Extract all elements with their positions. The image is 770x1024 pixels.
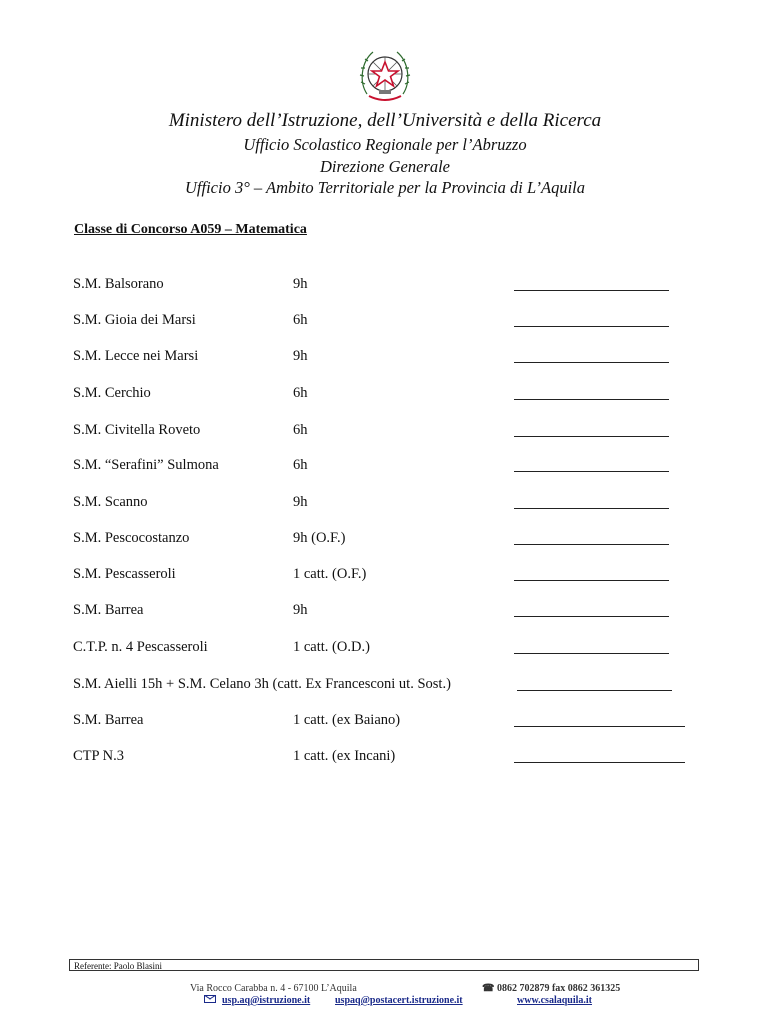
table-row bbox=[0, 385, 770, 405]
school-name: CTP N.3 bbox=[73, 748, 125, 764]
hours: 9h bbox=[293, 602, 308, 618]
hours: 1 catt. (O.D.) bbox=[293, 639, 370, 655]
italian-republic-emblem-icon bbox=[357, 44, 413, 108]
hours: 6h bbox=[293, 385, 308, 401]
hours: 6h bbox=[293, 457, 308, 473]
signature-line bbox=[514, 762, 685, 763]
school-name: C.T.P. n. 4 Pescasseroli bbox=[73, 639, 208, 655]
school-name: S.M. Barrea bbox=[73, 712, 144, 728]
table-row bbox=[0, 422, 770, 442]
hours: 6h bbox=[293, 422, 308, 438]
hours: 1 catt. (ex Incani) bbox=[293, 748, 396, 764]
school-name: S.M. Aielli 15h + S.M. Celano 3h (catt. Ex Francesconi ut. Sost.) bbox=[73, 676, 451, 692]
mail-icon bbox=[204, 995, 216, 1003]
ministry-title: Ministero dell’Istruzione, dell’Università e della Ricerca bbox=[168, 110, 602, 131]
school-name: S.M. Cerchio bbox=[73, 385, 151, 401]
signature-line bbox=[514, 616, 669, 617]
signature-line bbox=[517, 690, 672, 691]
school-name: S.M. Barrea bbox=[73, 602, 144, 618]
table-row bbox=[0, 312, 770, 332]
table-row bbox=[0, 494, 770, 514]
table-row bbox=[0, 712, 770, 732]
signature-line bbox=[514, 362, 669, 363]
signature-line bbox=[514, 399, 669, 400]
table-row bbox=[0, 602, 770, 622]
hours: 9h (O.F.) bbox=[293, 530, 346, 546]
phone-icon: ☎ bbox=[482, 983, 495, 994]
hours: 1 catt. (O.F.) bbox=[293, 566, 367, 582]
school-name: S.M. Pescasseroli bbox=[73, 566, 176, 582]
school-name: S.M. Scanno bbox=[73, 494, 148, 510]
table-row bbox=[0, 639, 770, 659]
footer-address: Via Rocco Carabba n. 4 - 67100 L’Aquila bbox=[190, 983, 357, 994]
school-name: S.M. Pescocostanzo bbox=[73, 530, 190, 546]
signature-line bbox=[514, 726, 685, 727]
signature-line bbox=[514, 326, 669, 327]
email-link-pec[interactable]: uspaq@postacert.istruzione.it bbox=[335, 995, 463, 1006]
signature-line bbox=[514, 471, 669, 472]
school-name: S.M. Balsorano bbox=[73, 276, 164, 292]
signature-line bbox=[514, 544, 669, 545]
table-row bbox=[0, 457, 770, 477]
referent-text: Referente: Paolo Blasini bbox=[74, 961, 162, 971]
signature-line bbox=[514, 580, 669, 581]
table-row bbox=[0, 530, 770, 550]
footer-phone bbox=[482, 983, 620, 994]
section-title: Classe di Concorso A059 – Matematica bbox=[74, 222, 307, 237]
table-row bbox=[0, 566, 770, 586]
table-row bbox=[0, 676, 770, 696]
territorial-unit: Ufficio 3° – Ambito Territoriale per la Provincia di L’Aquila bbox=[185, 178, 585, 197]
hours: 6h bbox=[293, 312, 308, 328]
table-row bbox=[0, 748, 770, 768]
hours: 9h bbox=[293, 348, 308, 364]
email-link-istruzione[interactable]: usp.aq@istruzione.it bbox=[222, 995, 311, 1006]
hours: 9h bbox=[293, 494, 308, 510]
school-name: S.M. Gioia dei Marsi bbox=[73, 312, 196, 328]
school-name: S.M. Lecce nei Marsi bbox=[73, 348, 199, 364]
signature-line bbox=[514, 436, 669, 437]
directorate: Direzione Generale bbox=[320, 157, 450, 176]
website-link[interactable]: www.csalaquila.it bbox=[517, 995, 593, 1006]
table-row bbox=[0, 348, 770, 368]
signature-line bbox=[514, 290, 669, 291]
signature-line bbox=[514, 653, 669, 654]
hours: 1 catt. (ex Baiano) bbox=[293, 712, 401, 728]
signature-line bbox=[514, 508, 669, 509]
school-name: S.M. “Serafini” Sulmona bbox=[73, 457, 219, 473]
regional-office: Ufficio Scolastico Regionale per l’Abruzzo bbox=[243, 135, 527, 154]
school-name: S.M. Civitella Roveto bbox=[73, 422, 201, 438]
hours: 9h bbox=[293, 276, 308, 292]
table-row bbox=[0, 276, 770, 296]
footer-phone-fax: 0862 702879 fax 0862 361325 bbox=[496, 983, 621, 994]
referent-box bbox=[69, 959, 699, 971]
